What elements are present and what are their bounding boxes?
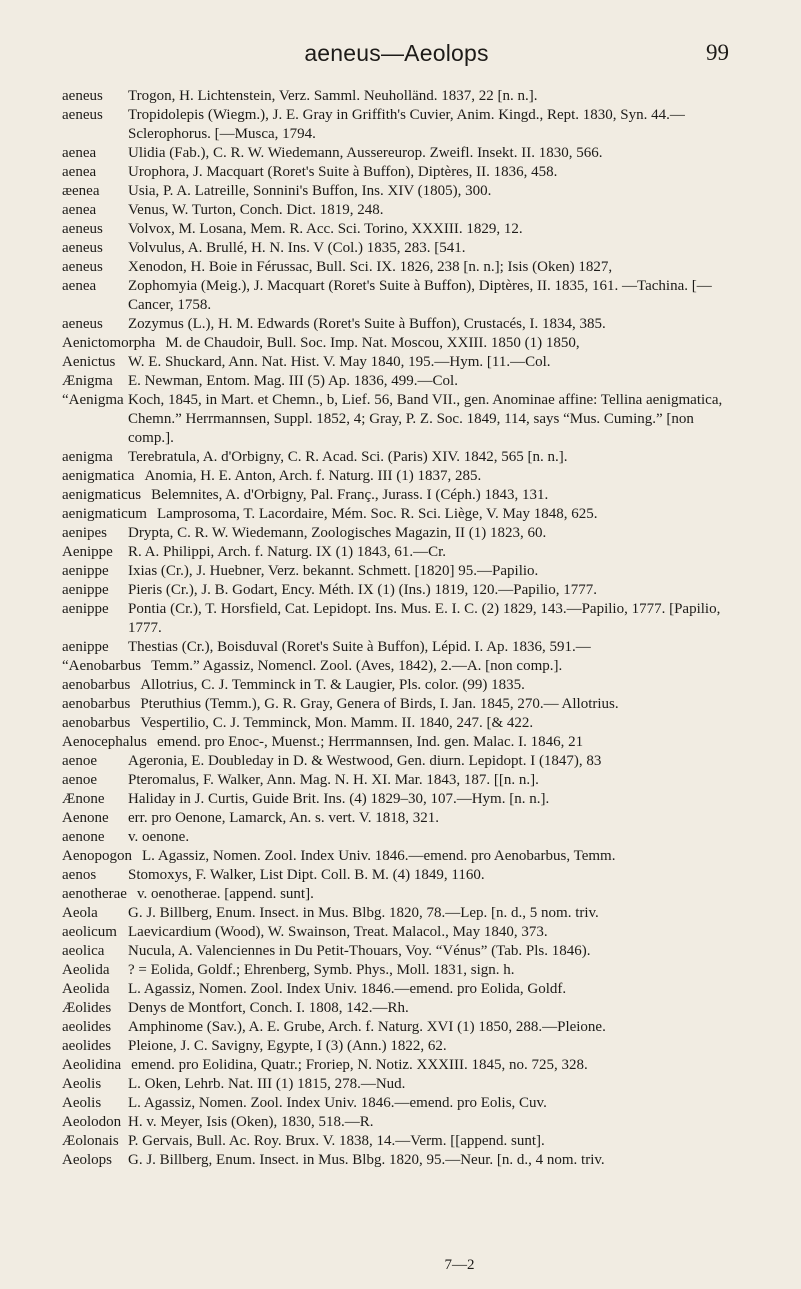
entry-text: Usia, P. A. Latreille, Sonnini's Buffon, Ins. XIV (1805), 300. bbox=[128, 183, 492, 199]
entry-name: aeneus bbox=[62, 88, 103, 104]
entry-name: Aeola bbox=[62, 905, 98, 921]
entry-row bbox=[62, 657, 737, 676]
entry-text: Temm.” Agassiz, Nomencl. Zool. (Aves, 1842), 2.—A. [non comp.]. bbox=[151, 658, 563, 674]
entry-text: Pieris (Cr.), J. B. Godart, Ency. Méth. IX (1) (Ins.) 1819, 120.—Papilio, 1777. bbox=[128, 582, 597, 598]
entry-row bbox=[62, 467, 737, 486]
entry-row bbox=[62, 828, 737, 847]
entry-name: aeneus bbox=[62, 221, 103, 237]
entry-row bbox=[62, 904, 737, 923]
entry-text: Trogon, H. Lichtenstein, Verz. Samml. Neuholländ. 1837, 22 [n. n.]. bbox=[128, 88, 538, 104]
entry-name: aenea bbox=[62, 202, 97, 218]
entry-text: Nucula, A. Valenciennes in Du Petit-Thouars, Voy. “Vénus” (Tab. Pls. 1846). bbox=[128, 943, 591, 959]
entry-text: Ageronia, E. Doubleday in D. & Westwood, Gen. diurn. Lepidopt. I (1847), 83 bbox=[128, 753, 602, 769]
entry-text: Lamprosoma, T. Lacordaire, Mém. Soc. R. Sci. Liège, V. May 1848, 625. bbox=[156, 506, 598, 522]
entry-text: v. oenotherae. [append. sunt]. bbox=[136, 886, 314, 902]
entry-text: Ulidia (Fab.), C. R. W. Wiedemann, Aussereurop. Zweifl. Insekt. II. 1830, 566. bbox=[128, 145, 603, 161]
entry-row bbox=[62, 961, 737, 980]
entry-row bbox=[62, 1151, 737, 1170]
entry-name: aeolica bbox=[62, 943, 105, 959]
entry-row bbox=[62, 1037, 737, 1056]
entry-name: Aeolida bbox=[62, 962, 110, 978]
entry-name: aenigma bbox=[62, 449, 113, 465]
entry-name: aenotherae bbox=[62, 886, 127, 902]
entry-row bbox=[62, 239, 737, 258]
entry-name: aenippe bbox=[62, 601, 109, 617]
entry-row bbox=[62, 315, 737, 334]
entry-row bbox=[62, 885, 737, 904]
entry-row bbox=[62, 144, 737, 163]
entry-text: Pleione, J. C. Savigny, Egypte, I (3) (Ann.) 1822, 62. bbox=[128, 1038, 447, 1054]
entry-row bbox=[62, 562, 737, 581]
entry-text: Stomoxys, F. Walker, List Dipt. Coll. B. M. (4) 1849, 1160. bbox=[128, 867, 485, 883]
page-header bbox=[62, 40, 731, 70]
entry-row bbox=[62, 771, 737, 790]
entry-text: M. de Chaudoir, Bull. Soc. Imp. Nat. Moscou, XXIII. 1850 (1) 1850, bbox=[165, 335, 580, 351]
entry-name: aenea bbox=[62, 145, 97, 161]
entry-text: Thestias (Cr.), Boisduval (Roret's Suite à Buffon), Lépid. I. Ap. 1836, 591.— bbox=[128, 639, 591, 655]
entry-name: aeneus bbox=[62, 259, 103, 275]
entry-name: Æolides bbox=[62, 1000, 112, 1016]
entry-row bbox=[62, 486, 737, 505]
entry-name: Aenone bbox=[62, 810, 109, 826]
entry-text: Tropidolepis (Wiegm.), J. E. Gray in Griffith's Cuvier, Anim. Kingd., Rept. 1830, Syn. 44.—Sclerophorus. [—Musca, 1794. bbox=[128, 107, 685, 142]
entry-text: L. Oken, Lehrb. Nat. III (1) 1815, 278.—Nud. bbox=[128, 1076, 406, 1092]
entry-name: aenoe bbox=[62, 772, 97, 788]
signature-mark: 7—2 bbox=[444, 1257, 475, 1273]
entry-text: Pteromalus, F. Walker, Ann. Mag. N. H. XI. Mar. 1843, 187. [[n. n.]. bbox=[128, 772, 539, 788]
entry-name: Aeolis bbox=[62, 1095, 102, 1111]
entry-text: Terebratula, A. d'Orbigny, C. R. Acad. Sci. (Paris) XIV. 1842, 565 [n. n.]. bbox=[128, 449, 568, 465]
entry-text: Zozymus (L.), H. M. Edwards (Roret's Suite à Buffon), Crustacés, I. 1834, 385. bbox=[128, 316, 606, 332]
entry-name: Aeolodon bbox=[62, 1114, 122, 1130]
entry-text: err. pro Oenone, Lamarck, An. s. vert. V. 1818, 321. bbox=[128, 810, 440, 826]
entry-row bbox=[62, 106, 737, 144]
entry-row bbox=[62, 1113, 737, 1132]
entry-name: Aeolida bbox=[62, 981, 110, 997]
entry-name: aenoe bbox=[62, 753, 97, 769]
entry-row bbox=[62, 790, 737, 809]
entry-row bbox=[62, 866, 737, 885]
entry-name: Aeolis bbox=[62, 1076, 102, 1092]
entry-row bbox=[62, 163, 737, 182]
entry-name: aenone bbox=[62, 829, 105, 845]
entry-name: Aenippe bbox=[62, 544, 113, 560]
entry-text: Pteruthius (Temm.), G. R. Gray, Genera of Birds, I. Jan. 1845, 270.— Allotrius. bbox=[140, 696, 619, 712]
entry-name: Aenopogon bbox=[62, 848, 132, 864]
entry-row bbox=[62, 524, 737, 543]
entry-name: aeolides bbox=[62, 1038, 112, 1054]
entry-name: aenippe bbox=[62, 639, 109, 655]
entry-row bbox=[62, 505, 737, 524]
entry-text: Vespertilio, C. J. Temminck, Mon. Mamm. II. 1840, 247. [& 422. bbox=[140, 715, 534, 731]
entry-text: Ixias (Cr.), J. Huebner, Verz. bekannt. Schmett. [1820] 95.—Papilio. bbox=[128, 563, 539, 579]
entry-row bbox=[62, 277, 737, 315]
entry-text: P. Gervais, Bull. Ac. Roy. Brux. V. 1838, 14.—Verm. [[append. sunt]. bbox=[128, 1133, 545, 1149]
entry-text: L. Agassiz, Nomen. Zool. Index Univ. 1846.—emend. pro Eolida, Goldf. bbox=[128, 981, 567, 997]
entry-row bbox=[62, 448, 737, 467]
entry-name: aenigmaticus bbox=[62, 487, 142, 503]
entry-row bbox=[62, 1018, 737, 1037]
entry-name: aenipes bbox=[62, 525, 107, 541]
entry-text: v. oenone. bbox=[128, 829, 190, 845]
entry-row bbox=[62, 182, 737, 201]
entry-name: Aenocephalus bbox=[62, 734, 147, 750]
entry-name: Aeolidina bbox=[62, 1057, 122, 1073]
entry-text: Laevicardium (Wood), W. Swainson, Treat. Malacol., May 1840, 373. bbox=[128, 924, 548, 940]
entry-row bbox=[62, 220, 737, 239]
entry-text: Haliday in J. Curtis, Guide Brit. Ins. (4) 1829–30, 107.—Hym. [n. n.]. bbox=[128, 791, 550, 807]
page-number: 99 bbox=[706, 40, 729, 65]
entry-name: aenippe bbox=[62, 563, 109, 579]
entry-text: Belemnites, A. d'Orbigny, Pal. Franç., Jurass. I (Céph.) 1843, 131. bbox=[151, 487, 549, 503]
entry-row bbox=[62, 733, 737, 752]
entry-row bbox=[62, 999, 737, 1018]
entry-name: æenea bbox=[62, 183, 100, 199]
entry-row bbox=[62, 581, 737, 600]
entry-name: aenos bbox=[62, 867, 97, 883]
entry-row bbox=[62, 201, 737, 220]
entry-text: G. J. Billberg, Enum. Insect. in Mus. Blbg. 1820, 78.—Lep. [n. d., 5 nom. triv. bbox=[128, 905, 599, 921]
entry-row bbox=[62, 676, 737, 695]
entry-row bbox=[62, 923, 737, 942]
entry-name: aenea bbox=[62, 164, 97, 180]
entry-row bbox=[62, 1132, 737, 1151]
entry-name: “Aenigma bbox=[62, 392, 124, 408]
entry-text: Volvulus, A. Brullé, H. N. Ins. V (Col.) 1835, 283. [541. bbox=[128, 240, 466, 256]
entry-text: Zophomyia (Meig.), J. Macquart (Roret's Suite à Buffon), Diptères, II. 1835, 161. —Tachina. [—Cancer, 1758. bbox=[128, 278, 712, 313]
entry-row bbox=[62, 543, 737, 562]
entry-text: Xenodon, H. Boie in Férussac, Bull. Sci. IX. 1826, 238 [n. n.]; Isis (Oken) 1827, bbox=[128, 259, 613, 275]
entry-text: ? = Eolida, Goldf.; Ehrenberg, Symb. Phys., Moll. 1831, sign. h. bbox=[128, 962, 515, 978]
entry-text: Volvox, M. Losana, Mem. R. Acc. Sci. Torino, XXXIII. 1829, 12. bbox=[128, 221, 523, 237]
entry-row bbox=[62, 1056, 737, 1075]
entry-row bbox=[62, 258, 737, 277]
entry-text: Amphinome (Sav.), A. E. Grube, Arch. f. Naturg. XVI (1) 1850, 288.—Pleione. bbox=[128, 1019, 606, 1035]
entry-row bbox=[62, 391, 737, 448]
entry-name: aenobarbus bbox=[62, 715, 131, 731]
entry-text: R. A. Philippi, Arch. f. Naturg. IX (1) 1843, 61.—Cr. bbox=[128, 544, 447, 560]
entry-text: G. J. Billberg, Enum. Insect. in Mus. Blbg. 1820, 95.—Neur. [n. d., 4 nom. triv. bbox=[128, 1152, 605, 1168]
entry-row bbox=[62, 695, 737, 714]
entry-row bbox=[62, 942, 737, 961]
entry-text: E. Newman, Entom. Mag. III (5) Ap. 1836, 499.—Col. bbox=[128, 373, 458, 389]
entry-name: Aenictus bbox=[62, 354, 116, 370]
entry-text: Drypta, C. R. W. Wiedemann, Zoologisches Magazin, II (1) 1823, 60. bbox=[128, 525, 547, 541]
entry-list bbox=[62, 87, 737, 1170]
running-title: aeneus—Aeolops bbox=[304, 40, 489, 66]
entry-name: aeneus bbox=[62, 240, 103, 256]
entry-row bbox=[62, 714, 737, 733]
entry-name: aenobarbus bbox=[62, 677, 131, 693]
entry-text: emend. pro Eolidina, Quatr.; Froriep, N. Notiz. XXXIII. 1845, no. 725, 328. bbox=[131, 1057, 588, 1073]
entry-text: H. v. Meyer, Isis (Oken), 1830, 518.—R. bbox=[128, 1114, 374, 1130]
entry-name: “Aenobarbus bbox=[62, 658, 142, 674]
entry-name: aenippe bbox=[62, 582, 109, 598]
entry-row bbox=[62, 1075, 737, 1094]
entry-row bbox=[62, 1094, 737, 1113]
entry-name: aeolicum bbox=[62, 924, 117, 940]
entry-name: Ænone bbox=[62, 791, 105, 807]
entry-text: Allotrius, C. J. Temminck in T. & Laugier, Pls. color. (99) 1835. bbox=[140, 677, 525, 693]
entry-row bbox=[62, 638, 737, 657]
entry-row bbox=[62, 600, 737, 638]
entry-name: aenigmatica bbox=[62, 468, 135, 484]
entry-text: L. Agassiz, Nomen. Zool. Index Univ. 1846.—emend. pro Eolis, Cuv. bbox=[128, 1095, 547, 1111]
entry-name: Aeolops bbox=[62, 1152, 112, 1168]
entry-row bbox=[62, 980, 737, 999]
entry-name: aeneus bbox=[62, 107, 103, 123]
entry-name: aenea bbox=[62, 278, 97, 294]
entry-row bbox=[62, 353, 737, 372]
entry-name: Aenictomorpha bbox=[62, 335, 156, 351]
entry-text: Denys de Montfort, Conch. I. 1808, 142.—Rh. bbox=[128, 1000, 409, 1016]
entry-text: Anomia, H. E. Anton, Arch. f. Naturg. III (1) 1837, 285. bbox=[144, 468, 482, 484]
entry-text: W. E. Shuckard, Ann. Nat. Hist. V. May 1840, 195.—Hym. [11.—Col. bbox=[128, 354, 551, 370]
entry-row bbox=[62, 334, 737, 353]
entry-row bbox=[62, 372, 737, 391]
entry-name: Ænigma bbox=[62, 373, 113, 389]
entry-row bbox=[62, 809, 737, 828]
entry-name: aenigmaticum bbox=[62, 506, 147, 522]
entry-name: aenobarbus bbox=[62, 696, 131, 712]
entry-text: L. Agassiz, Nomen. Zool. Index Univ. 1846.—emend. pro Aenobarbus, Temm. bbox=[142, 848, 616, 864]
entry-name: Æolonais bbox=[62, 1133, 119, 1149]
entry-text: Koch, 1845, in Mart. et Chemn., b, Lief. 56, Band VII., gen. Anominae affine: Tellina aenigmatica, Chemn.” Herrmannsen, Suppl. 1852, 4; Gray, P. Z. Soc. 1849, 114, says “Mus. Cuming.” [non comp.]. bbox=[128, 392, 723, 446]
entry-name: aeneus bbox=[62, 316, 103, 332]
entry-text: emend. pro Enoc-, Muenst.; Herrmannsen, Ind. gen. Malac. I. 1846, 21 bbox=[156, 734, 584, 750]
entry-name: aeolides bbox=[62, 1019, 112, 1035]
entry-text: Urophora, J. Macquart (Roret's Suite à Buffon), Diptères, II. 1836, 458. bbox=[128, 164, 558, 180]
entry-text: Pontia (Cr.), T. Horsfield, Cat. Lepidopt. Ins. Mus. E. I. C. (2) 1829, 143.—Papilio, 1777. [Papilio, 1777. bbox=[128, 601, 721, 636]
entry-row bbox=[62, 752, 737, 771]
entry-row bbox=[62, 847, 737, 866]
entry-text: Venus, W. Turton, Conch. Dict. 1819, 248. bbox=[128, 202, 384, 218]
entry-row bbox=[62, 87, 737, 106]
